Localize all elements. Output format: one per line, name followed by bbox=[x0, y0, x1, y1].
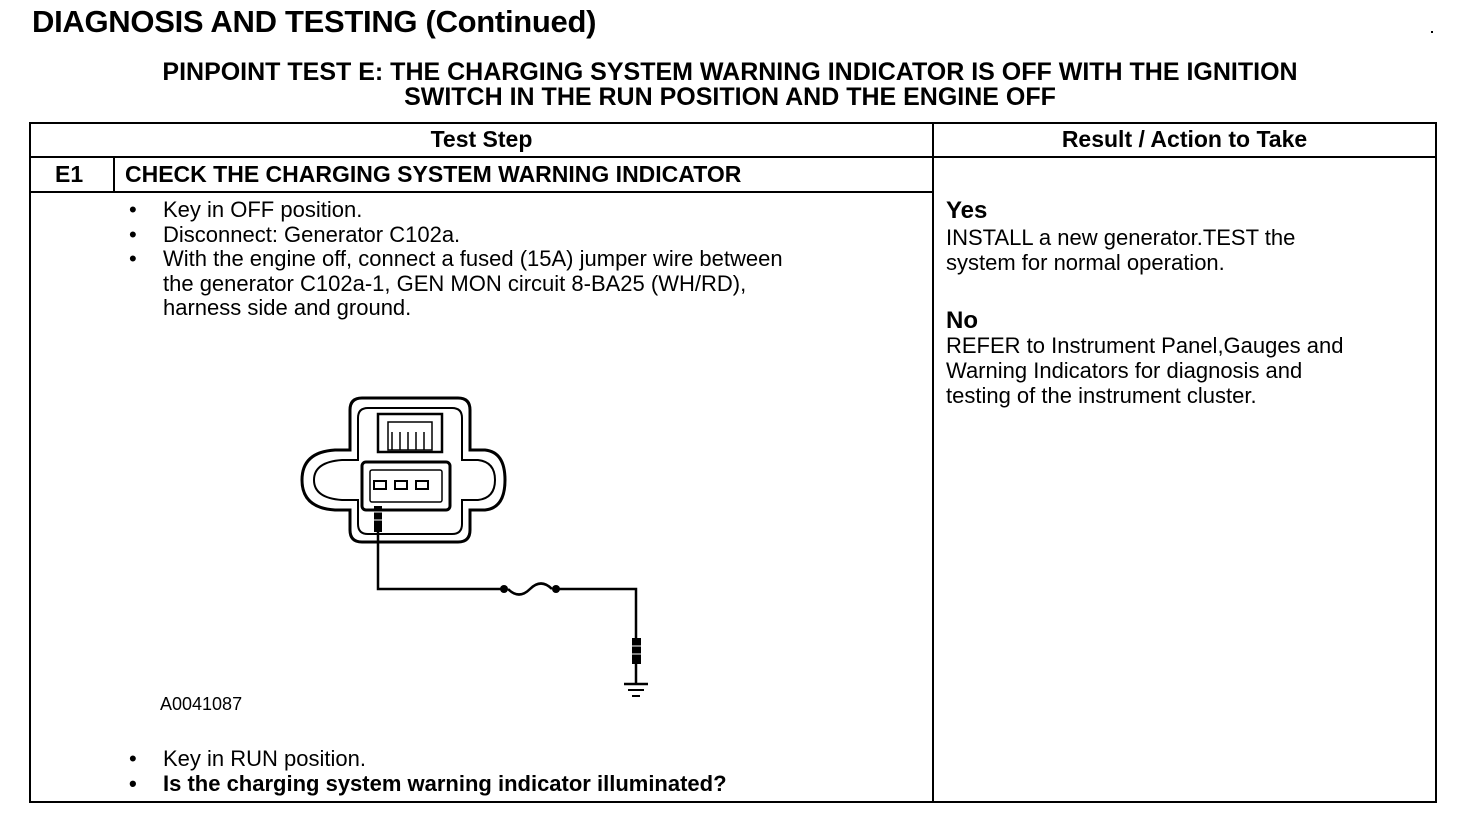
instruction-disconnect: • Disconnect: Generator C102a. bbox=[129, 223, 783, 248]
step-id-divider bbox=[113, 156, 115, 193]
instruction-key-run: • Key in RUN position. bbox=[129, 747, 727, 772]
heading-line-2: SWITCH IN THE RUN POSITION AND THE ENGINE OFF bbox=[404, 83, 1056, 111]
figure-id: A0041087 bbox=[160, 694, 243, 714]
table-border-right bbox=[1435, 122, 1437, 803]
pin-1 bbox=[374, 481, 386, 489]
instruction-question: • Is the charging system warning indicator illuminated? bbox=[129, 772, 727, 797]
fuse-symbol bbox=[508, 584, 552, 595]
header-separator bbox=[29, 156, 1437, 158]
step-title: CHECK THE CHARGING SYSTEM WARNING INDICATOR bbox=[125, 161, 742, 187]
pin-2 bbox=[395, 481, 407, 489]
pin-3 bbox=[416, 481, 428, 489]
connector-jumper-diagram bbox=[290, 380, 670, 700]
result-yes-label: Yes bbox=[946, 197, 988, 224]
heading-line-1: PINPOINT TEST E: THE CHARGING SYSTEM WARNING INDICATOR IS OFF WITH THE IGNITION bbox=[162, 58, 1298, 86]
jumper-probe bbox=[374, 506, 382, 532]
ground-probe bbox=[632, 638, 641, 664]
column-header-result: Result / Action to Take bbox=[1061, 126, 1308, 152]
table-border-left bbox=[29, 122, 31, 803]
page-title: DIAGNOSIS AND TESTING (Continued) bbox=[32, 4, 597, 39]
column-header-test-step: Test Step bbox=[430, 126, 533, 152]
step-instructions-after bbox=[129, 747, 727, 796]
column-divider bbox=[932, 122, 934, 803]
step-id: E1 bbox=[55, 161, 84, 187]
ground-icon bbox=[624, 684, 648, 696]
step-row-separator bbox=[29, 191, 934, 193]
result-yes-text: INSTALL a new generator.TEST the system for normal operation. bbox=[946, 225, 1296, 275]
instruction-key-off: • Key in OFF position. bbox=[129, 198, 783, 223]
table-border-bottom bbox=[29, 801, 1437, 803]
result-no-label: No bbox=[946, 307, 978, 334]
result-no-text: REFER to Instrument Panel,Gauges and Warning Indicators for diagnosis and testing of the instrument cluster. bbox=[946, 333, 1344, 408]
table-border-top bbox=[29, 122, 1437, 124]
step-instructions-before bbox=[129, 198, 783, 321]
instruction-jumper: • With the engine off, connect a fused (15A) jumper wire between the generator C102a-1, GEN MON circuit 8-BA25 (WH/RD), harness side and ground. bbox=[129, 247, 783, 321]
